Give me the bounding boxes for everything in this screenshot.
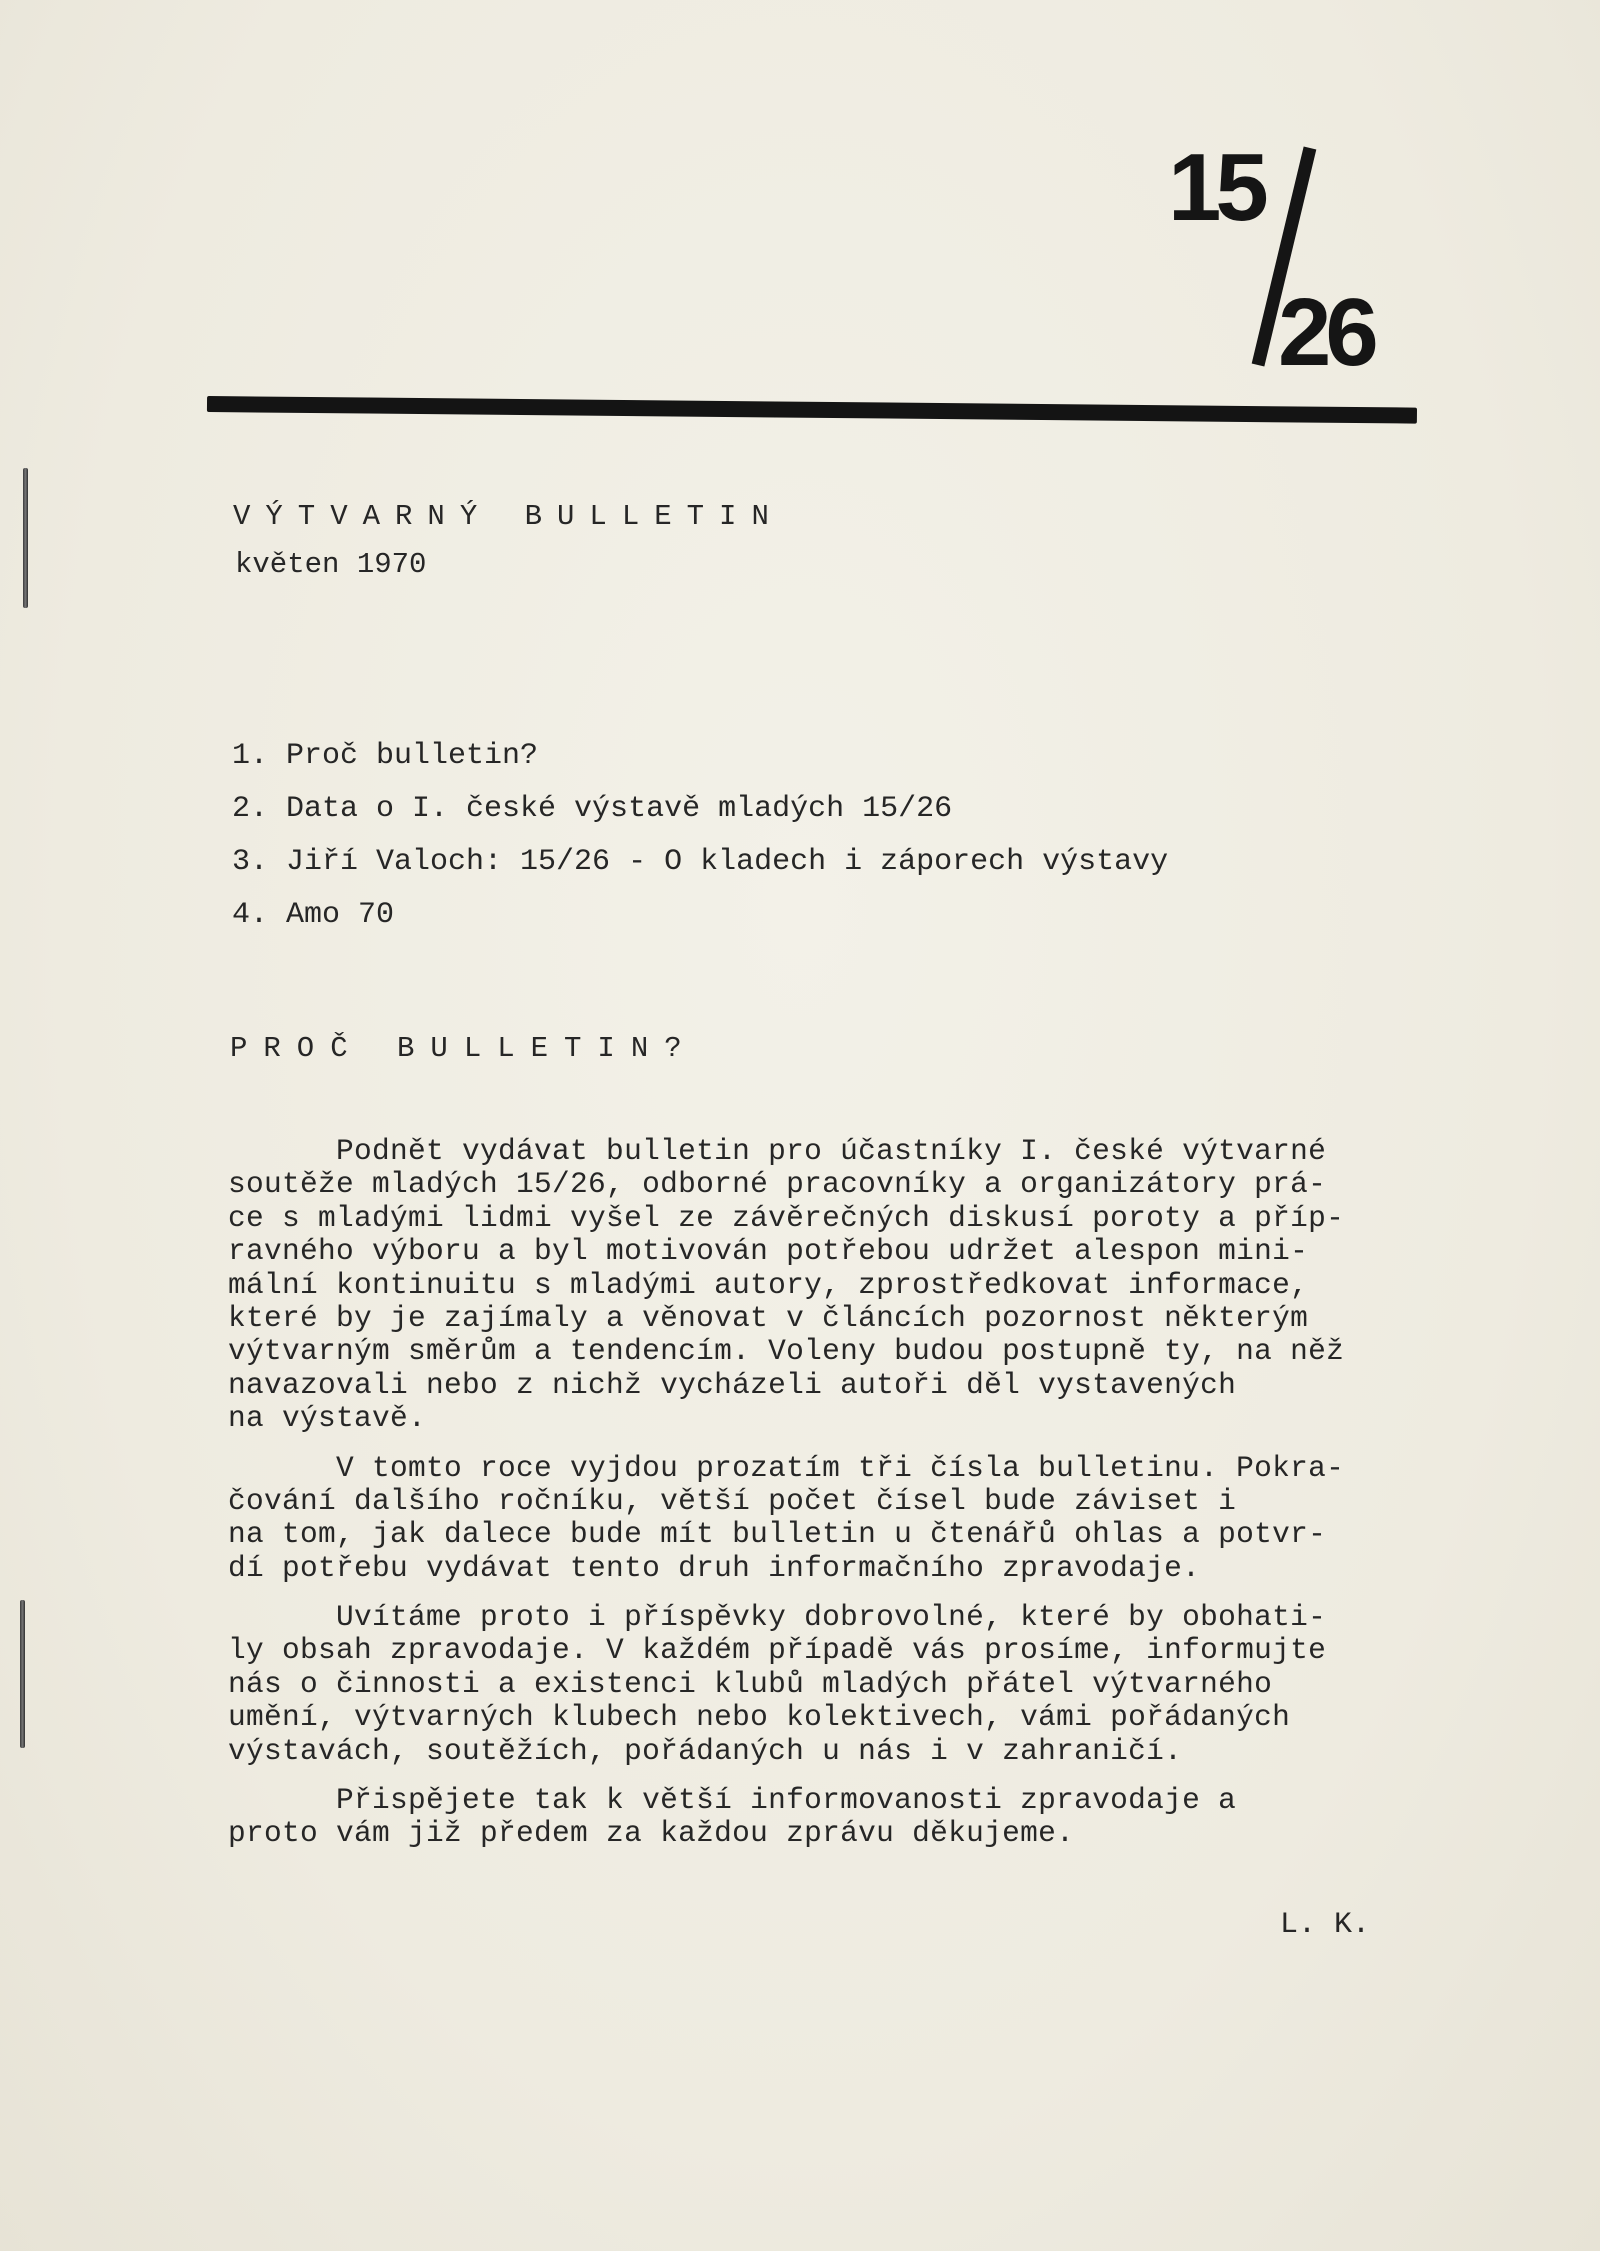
text-line: nás o činnosti a existenci klubů mladých přátel výtvarného (228, 1666, 1273, 1701)
text-line: soutěže mladých 15/26, odborné pracovníky a organizátory prá- (228, 1167, 1327, 1202)
text-line: na výstavě. (228, 1401, 427, 1436)
paragraph (228, 1784, 1498, 1851)
text-line: čování dalšího ročníku, větší počet čísel bude záviset i (228, 1483, 1237, 1518)
toc-item: 2. Data o I. české výstavě mladých 15/26 (232, 792, 953, 826)
paragraph (228, 1601, 1498, 1768)
text-line: ce s mladými lidmi vyšel ze závěrečných diskusí poroty a příp- (228, 1200, 1345, 1235)
text-line: na tom, jak dalece bude mít bulletin u čtenářů ohlas a potvr- (228, 1517, 1327, 1552)
text-line: výtvarným směrům a tendencím. Voleny budou postupně ty, na něž (228, 1334, 1345, 1369)
text-line: mální kontinuitu s mladými autory, zprostředkovat informace, (228, 1267, 1309, 1302)
issue-date: květen 1970 (235, 548, 427, 581)
svg-text:26: 26 (1278, 279, 1373, 380)
paragraph (228, 1452, 1498, 1586)
paragraph (228, 1135, 1498, 1436)
table-of-contents (232, 730, 1168, 942)
toc-item: 4. Amo 70 (232, 898, 395, 932)
signature: L. K. (1280, 1908, 1371, 1942)
text-line: výstavách, soutěžích, pořádaných u nás i v zahraničí. (228, 1733, 1183, 1768)
heading-rule (207, 396, 1417, 424)
text-line: které by je zajímaly a věnovat v článcích pozornost některým (228, 1300, 1309, 1335)
svg-text:15: 15 (1168, 140, 1263, 241)
text-line: ravného výboru a byl motivován potřebou udržet alespon mini- (228, 1234, 1309, 1269)
staple-bottom (20, 1600, 25, 1748)
toc-item: 3. Jiří Valoch: 15/26 - O kladech i záporech výstavy (232, 845, 1169, 879)
bulletin-title: VÝTVARNÝ BULLETIN (233, 500, 784, 533)
text-line: umění, výtvarných klubech nebo kolektivech, vámi pořádaných (228, 1700, 1291, 1735)
text-line: ly obsah zpravodaje. V každém případě vás prosíme, informujte (228, 1633, 1327, 1668)
staple-top (23, 468, 28, 608)
text-line: proto vám již předem za každou zprávu děkujeme. (228, 1816, 1075, 1851)
text-line: Podnět vydávat bulletin pro účastníky I. české výtvarné (228, 1134, 1327, 1168)
article-body (228, 1135, 1498, 1867)
toc-item: 1. Proč bulletin? (232, 739, 539, 773)
text-line: Uvítáme proto i příspěvky dobrovolné, které by obohati- (228, 1600, 1327, 1635)
text-line: navazovali nebo z nichž vycházeli autoři děl vystavených (228, 1367, 1237, 1402)
text-line: dí potřebu vydávat tento druh informačního zpravodaje. (228, 1550, 1201, 1585)
text-line: V tomto roce vyjdou prozatím tři čísla bulletinu. Pokra- (228, 1450, 1345, 1485)
logo-15-26 (1160, 140, 1420, 380)
section-heading: PROČ BULLETIN? (230, 1032, 698, 1065)
text-line: Přispějete tak k větší informovanosti zpravodaje a (228, 1783, 1237, 1818)
